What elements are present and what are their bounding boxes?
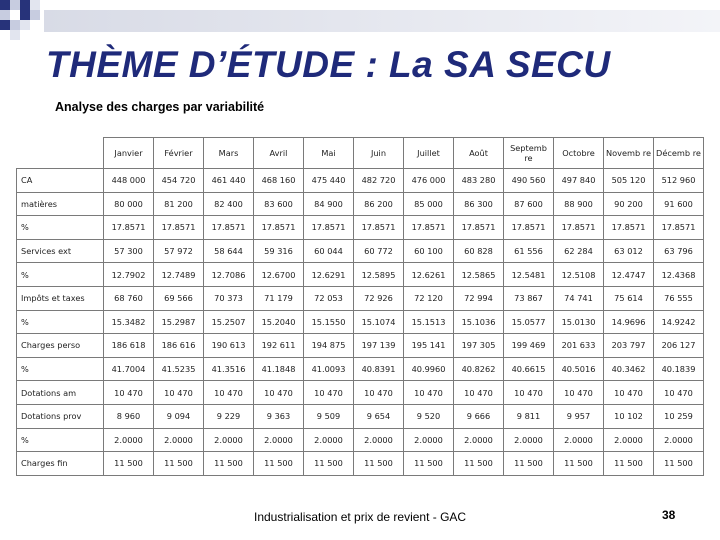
table-cell: 12.7902: [104, 263, 154, 287]
table-row: [17, 334, 704, 358]
table-cell: 40.6615: [504, 357, 554, 381]
row-label: Dotations prov: [17, 404, 104, 428]
table-cell: 9 094: [154, 404, 204, 428]
table-cell: 11 500: [254, 452, 304, 476]
month-header: Février: [154, 138, 204, 169]
table-cell: 11 500: [104, 452, 154, 476]
table-cell: 10 259: [654, 404, 704, 428]
row-label: CA: [17, 169, 104, 193]
table-cell: 12.4368: [654, 263, 704, 287]
table-cell: 17.8571: [404, 216, 454, 240]
table-cell: 497 840: [554, 169, 604, 193]
row-label: %: [17, 216, 104, 240]
row-label: Charges fin: [17, 452, 104, 476]
table-cell: 2.0000: [254, 428, 304, 452]
table-cell: 40.8262: [454, 357, 504, 381]
table-cell: 17.8571: [354, 216, 404, 240]
table-cell: 81 200: [154, 192, 204, 216]
table-cell: 71 179: [254, 286, 304, 310]
table-cell: 15.2507: [204, 310, 254, 334]
table-cell: 15.1513: [404, 310, 454, 334]
table-cell: 15.1036: [454, 310, 504, 334]
table-cell: 2.0000: [604, 428, 654, 452]
table-cell: 15.2040: [254, 310, 304, 334]
table-cell: 74 741: [554, 286, 604, 310]
table-cell: 76 555: [654, 286, 704, 310]
table-cell: 69 566: [154, 286, 204, 310]
table-cell: 15.3482: [104, 310, 154, 334]
table-cell: 12.5481: [504, 263, 554, 287]
month-header: Décemb re: [654, 138, 704, 169]
table-cell: 14.9242: [654, 310, 704, 334]
table-row: [17, 286, 704, 310]
table-cell: 448 000: [104, 169, 154, 193]
month-header: Janvier: [104, 138, 154, 169]
row-label: %: [17, 357, 104, 381]
table-cell: 41.5235: [154, 357, 204, 381]
table-cell: 10 102: [604, 404, 654, 428]
table-cell: 87 600: [504, 192, 554, 216]
header-corner-cell: [17, 138, 104, 169]
table-cell: 10 470: [204, 381, 254, 405]
table-row: [17, 452, 704, 476]
table-cell: 75 614: [604, 286, 654, 310]
table-cell: 12.5108: [554, 263, 604, 287]
page-number: 38: [662, 508, 676, 522]
table-cell: 11 500: [154, 452, 204, 476]
table-cell: 12.5865: [454, 263, 504, 287]
table-cell: 17.8571: [204, 216, 254, 240]
header-band: [44, 10, 720, 32]
table-cell: 475 440: [304, 169, 354, 193]
table-row: [17, 169, 704, 193]
table-cell: 12.6291: [304, 263, 354, 287]
table-cell: 11 500: [654, 452, 704, 476]
table-cell: 454 720: [154, 169, 204, 193]
table-cell: 2.0000: [454, 428, 504, 452]
table-cell: 8 960: [104, 404, 154, 428]
table-cell: 15.1550: [304, 310, 354, 334]
table-cell: 512 960: [654, 169, 704, 193]
table-cell: 72 053: [304, 286, 354, 310]
table-cell: 9 229: [204, 404, 254, 428]
table-cell: 9 666: [454, 404, 504, 428]
table-cell: 91 600: [654, 192, 704, 216]
table-cell: 203 797: [604, 334, 654, 358]
table-cell: 10 470: [354, 381, 404, 405]
table-cell: 11 500: [354, 452, 404, 476]
table-cell: 2.0000: [154, 428, 204, 452]
table-cell: 17.8571: [254, 216, 304, 240]
table-cell: 60 100: [404, 239, 454, 263]
table-cell: 10 470: [104, 381, 154, 405]
table-cell: 68 760: [104, 286, 154, 310]
table-cell: 11 500: [404, 452, 454, 476]
table-cell: 41.3516: [204, 357, 254, 381]
table-cell: 9 363: [254, 404, 304, 428]
table-cell: 17.8571: [504, 216, 554, 240]
table-cell: 84 900: [304, 192, 354, 216]
table-cell: 461 440: [204, 169, 254, 193]
table-cell: 2.0000: [354, 428, 404, 452]
table-cell: 199 469: [504, 334, 554, 358]
table-cell: 63 012: [604, 239, 654, 263]
page-title: THÈME D’ÉTUDE : La SA SECU: [46, 44, 611, 85]
table-cell: 12.7489: [154, 263, 204, 287]
table-cell: 60 772: [354, 239, 404, 263]
month-header: Avril: [254, 138, 304, 169]
table-cell: 60 044: [304, 239, 354, 263]
table-cell: 9 520: [404, 404, 454, 428]
table-cell: 61 556: [504, 239, 554, 263]
table-cell: 2.0000: [504, 428, 554, 452]
table-cell: 15.0577: [504, 310, 554, 334]
table-cell: 2.0000: [404, 428, 454, 452]
footer-text: Industrialisation et prix de revient - GAC: [254, 510, 467, 524]
table-cell: 9 811: [504, 404, 554, 428]
table-cell: 57 972: [154, 239, 204, 263]
table-cell: 12.7086: [204, 263, 254, 287]
table-cell: 82 400: [204, 192, 254, 216]
month-header: Mars: [204, 138, 254, 169]
table-cell: 9 509: [304, 404, 354, 428]
month-header: Octobre: [554, 138, 604, 169]
table-cell: 15.1074: [354, 310, 404, 334]
table-cell: 40.9960: [404, 357, 454, 381]
table-cell: 41.0093: [304, 357, 354, 381]
table-cell: 80 000: [104, 192, 154, 216]
row-label: Charges perso: [17, 334, 104, 358]
table-cell: 2.0000: [654, 428, 704, 452]
table-cell: 10 470: [454, 381, 504, 405]
row-label: %: [17, 263, 104, 287]
table-cell: 40.8391: [354, 357, 404, 381]
table-cell: 194 875: [304, 334, 354, 358]
table-cell: 40.3462: [604, 357, 654, 381]
table-cell: 2.0000: [204, 428, 254, 452]
table-cell: 201 633: [554, 334, 604, 358]
table-cell: 86 300: [454, 192, 504, 216]
table-cell: 17.8571: [604, 216, 654, 240]
row-label: Impôts et taxes: [17, 286, 104, 310]
table-cell: 72 120: [404, 286, 454, 310]
table-cell: 9 654: [354, 404, 404, 428]
table-cell: 10 470: [554, 381, 604, 405]
table-cell: 11 500: [554, 452, 604, 476]
table-cell: 206 127: [654, 334, 704, 358]
table-cell: 15.0130: [554, 310, 604, 334]
table-cell: 11 500: [604, 452, 654, 476]
table-cell: 190 613: [204, 334, 254, 358]
table-cell: 10 470: [604, 381, 654, 405]
table-cell: 14.9696: [604, 310, 654, 334]
month-header: Mai: [304, 138, 354, 169]
table-row: [17, 404, 704, 428]
table-cell: 17.8571: [304, 216, 354, 240]
table-cell: 72 994: [454, 286, 504, 310]
table-cell: 186 618: [104, 334, 154, 358]
table-cell: 482 720: [354, 169, 404, 193]
table-cell: 2.0000: [554, 428, 604, 452]
header-row: [17, 138, 704, 169]
table-cell: 483 280: [454, 169, 504, 193]
table-cell: 70 373: [204, 286, 254, 310]
table-cell: 490 560: [504, 169, 554, 193]
table-cell: 40.1839: [654, 357, 704, 381]
table-cell: 12.6261: [404, 263, 454, 287]
table-cell: 11 500: [204, 452, 254, 476]
table-cell: 60 828: [454, 239, 504, 263]
table-cell: 197 305: [454, 334, 504, 358]
table-cell: 88 900: [554, 192, 604, 216]
table-row: [17, 192, 704, 216]
table-cell: 62 284: [554, 239, 604, 263]
table-cell: 2.0000: [104, 428, 154, 452]
month-header: Septemb re: [504, 138, 554, 169]
row-label: %: [17, 310, 104, 334]
row-label: matières: [17, 192, 104, 216]
table-cell: 17.8571: [154, 216, 204, 240]
month-header: Novemb re: [604, 138, 654, 169]
table-cell: 12.4747: [604, 263, 654, 287]
table-cell: 85 000: [404, 192, 454, 216]
table-row: [17, 216, 704, 240]
table-row: [17, 239, 704, 263]
table-cell: 40.5016: [554, 357, 604, 381]
page-subtitle: Analyse des charges par variabilité: [55, 100, 265, 114]
table-cell: 10 470: [404, 381, 454, 405]
table-cell: 86 200: [354, 192, 404, 216]
table-row: [17, 310, 704, 334]
table-cell: 90 200: [604, 192, 654, 216]
table-row: [17, 357, 704, 381]
table-cell: 73 867: [504, 286, 554, 310]
table-cell: 192 611: [254, 334, 304, 358]
table-cell: 476 000: [404, 169, 454, 193]
table-cell: 41.1848: [254, 357, 304, 381]
month-header: Juillet: [404, 138, 454, 169]
table-cell: 11 500: [304, 452, 354, 476]
month-header: Juin: [354, 138, 404, 169]
table-cell: 195 141: [404, 334, 454, 358]
table-cell: 63 796: [654, 239, 704, 263]
table-cell: 17.8571: [654, 216, 704, 240]
table-cell: 11 500: [504, 452, 554, 476]
table-cell: 72 926: [354, 286, 404, 310]
table-cell: 41.7004: [104, 357, 154, 381]
row-label: %: [17, 428, 104, 452]
charges-table: [16, 137, 704, 476]
table-cell: 10 470: [504, 381, 554, 405]
table-cell: 58 644: [204, 239, 254, 263]
table-cell: 83 600: [254, 192, 304, 216]
month-header: Août: [454, 138, 504, 169]
table-cell: 59 316: [254, 239, 304, 263]
table-row: [17, 428, 704, 452]
table-cell: 17.8571: [104, 216, 154, 240]
row-label: Services ext: [17, 239, 104, 263]
table-cell: 186 616: [154, 334, 204, 358]
table-cell: 17.8571: [554, 216, 604, 240]
table-cell: 12.5895: [354, 263, 404, 287]
table-row: [17, 381, 704, 405]
table-cell: 17.8571: [454, 216, 504, 240]
table-cell: 12.6700: [254, 263, 304, 287]
table-cell: 10 470: [154, 381, 204, 405]
table-cell: 15.2987: [154, 310, 204, 334]
table-cell: 468 160: [254, 169, 304, 193]
table-cell: 505 120: [604, 169, 654, 193]
row-label: Dotations am: [17, 381, 104, 405]
table-cell: 11 500: [454, 452, 504, 476]
table-cell: 10 470: [654, 381, 704, 405]
table-cell: 10 470: [304, 381, 354, 405]
table-cell: 2.0000: [304, 428, 354, 452]
table-cell: 197 139: [354, 334, 404, 358]
table-row: [17, 263, 704, 287]
table-cell: 57 300: [104, 239, 154, 263]
table-cell: 10 470: [254, 381, 304, 405]
table-cell: 9 957: [554, 404, 604, 428]
